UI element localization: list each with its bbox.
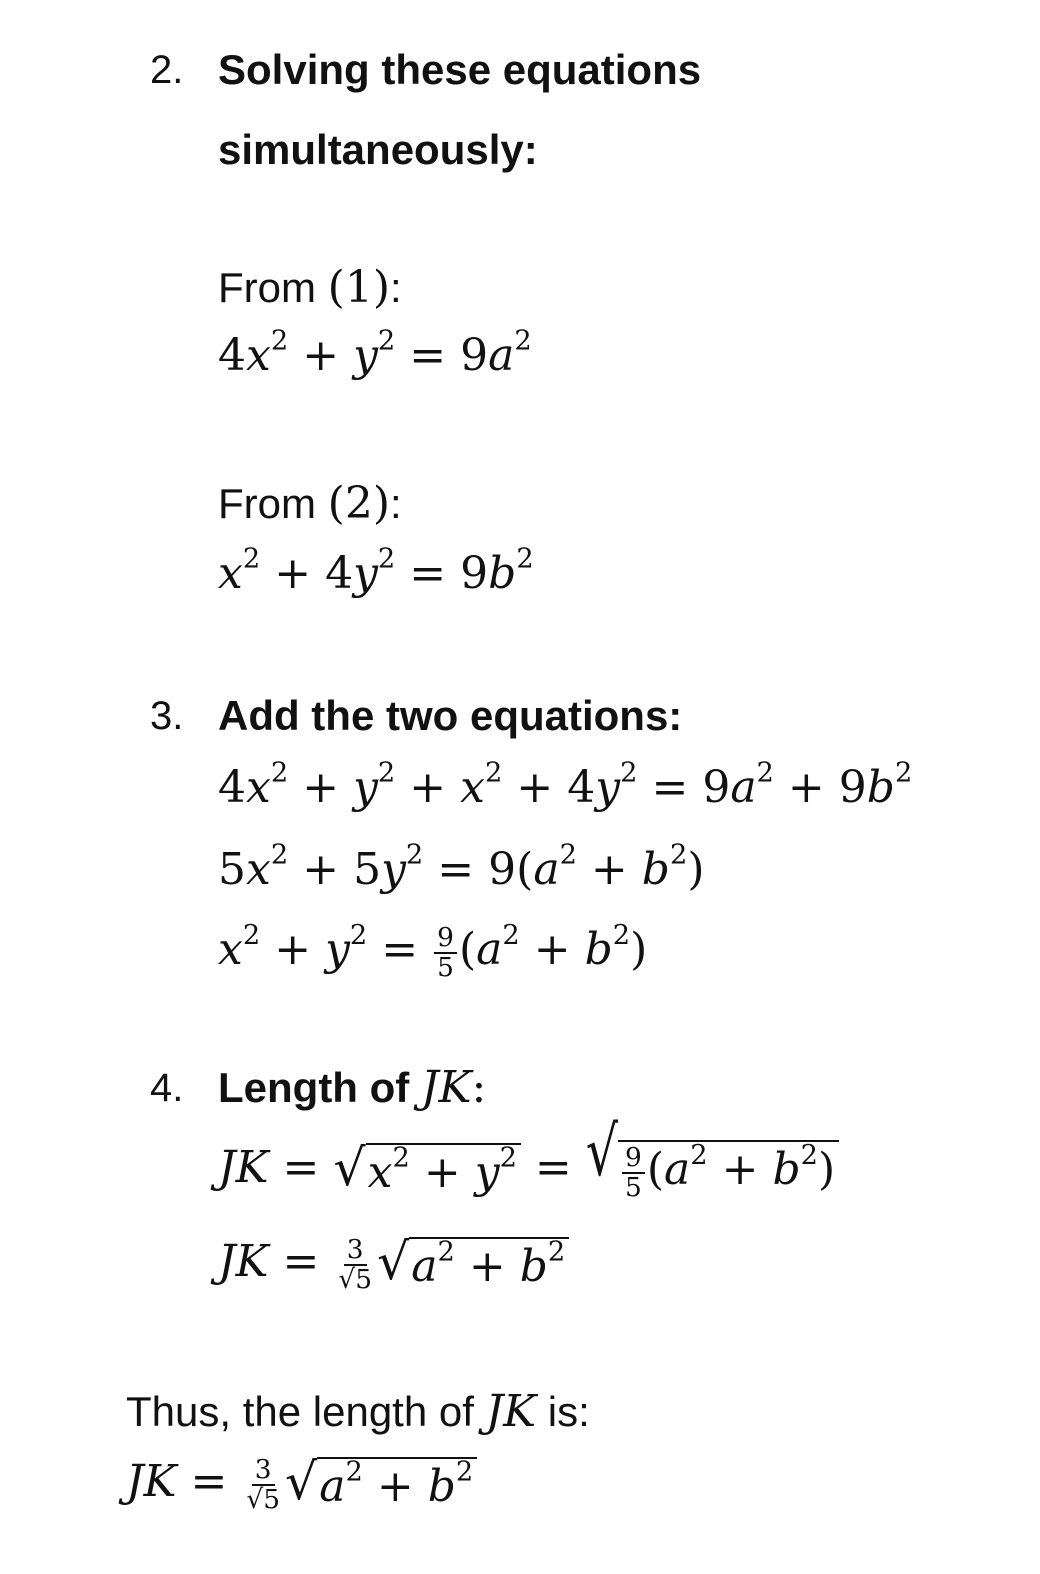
sqrt: √ $a^2 + b^2$ xyxy=(377,1237,569,1292)
sqrt: √ $x^2 + y^2$ xyxy=(333,1143,521,1198)
equation-length: JK = √ $x^2 + y^2$ = √ $\frac{9}{5}$ $(a^2 + b^2)$ xyxy=(218,1140,839,1201)
heading-math: JK xyxy=(420,1062,472,1113)
conclusion-math: JK xyxy=(485,1386,537,1437)
step-heading xyxy=(218,1062,486,1113)
heading-colon: : xyxy=(471,1062,487,1113)
from-text: From xyxy=(218,264,316,311)
conclusion-suffix: is: xyxy=(547,1388,590,1435)
from-label: From (2): xyxy=(218,478,402,529)
step-number: 3. xyxy=(150,694,184,738)
from-text: From xyxy=(218,480,316,527)
step-heading: Solving these equations xyxy=(218,46,702,93)
equation-ref: (2) xyxy=(327,478,390,529)
equation-length-simplified: JK = $\frac{3}{√5}$ √ $a^2 + b^2$ xyxy=(218,1236,569,1293)
step-number: 2. xyxy=(150,48,184,92)
equation-simplified: $5x^2 + 5y^2 = 9(a^2 + b^2)$ xyxy=(218,839,705,895)
fraction: $\frac{9}{5}$ xyxy=(434,924,457,981)
step-heading: Add the two equations: xyxy=(218,692,683,739)
conclusion-text xyxy=(126,1386,590,1437)
final-answer: JK = $\frac{3}{√5}$ √ $a^2 + b^2$ xyxy=(126,1456,477,1513)
equation-divided: $x^2 + y^2$ = $\frac{9}{5}$ $(a^2 + b^2)$ xyxy=(218,919,648,983)
sqrt: √ $a^2 + b^2$ xyxy=(285,1457,477,1512)
step-heading-cont: simultaneously: xyxy=(218,126,538,173)
equation-ref: (1) xyxy=(327,262,390,313)
step-number: 4. xyxy=(150,1066,184,1110)
heading-text: Length of xyxy=(218,1064,410,1111)
from-label: From (1): xyxy=(218,262,402,313)
equation-1: $4x^2 + y^2 = 9a^2$ xyxy=(218,325,532,381)
sqrt: √ $\frac{9}{5}$ $(a^2 + b^2)$ xyxy=(586,1140,839,1201)
equation-sum: $4x^2 + y^2 + x^2 + 4y^2 = 9a^2 + 9b^2$ xyxy=(218,757,913,813)
conclusion-prefix: Thus, the length of xyxy=(126,1388,474,1435)
equation-2: $x^2 + 4y^2 = 9b^2$ xyxy=(218,543,534,599)
